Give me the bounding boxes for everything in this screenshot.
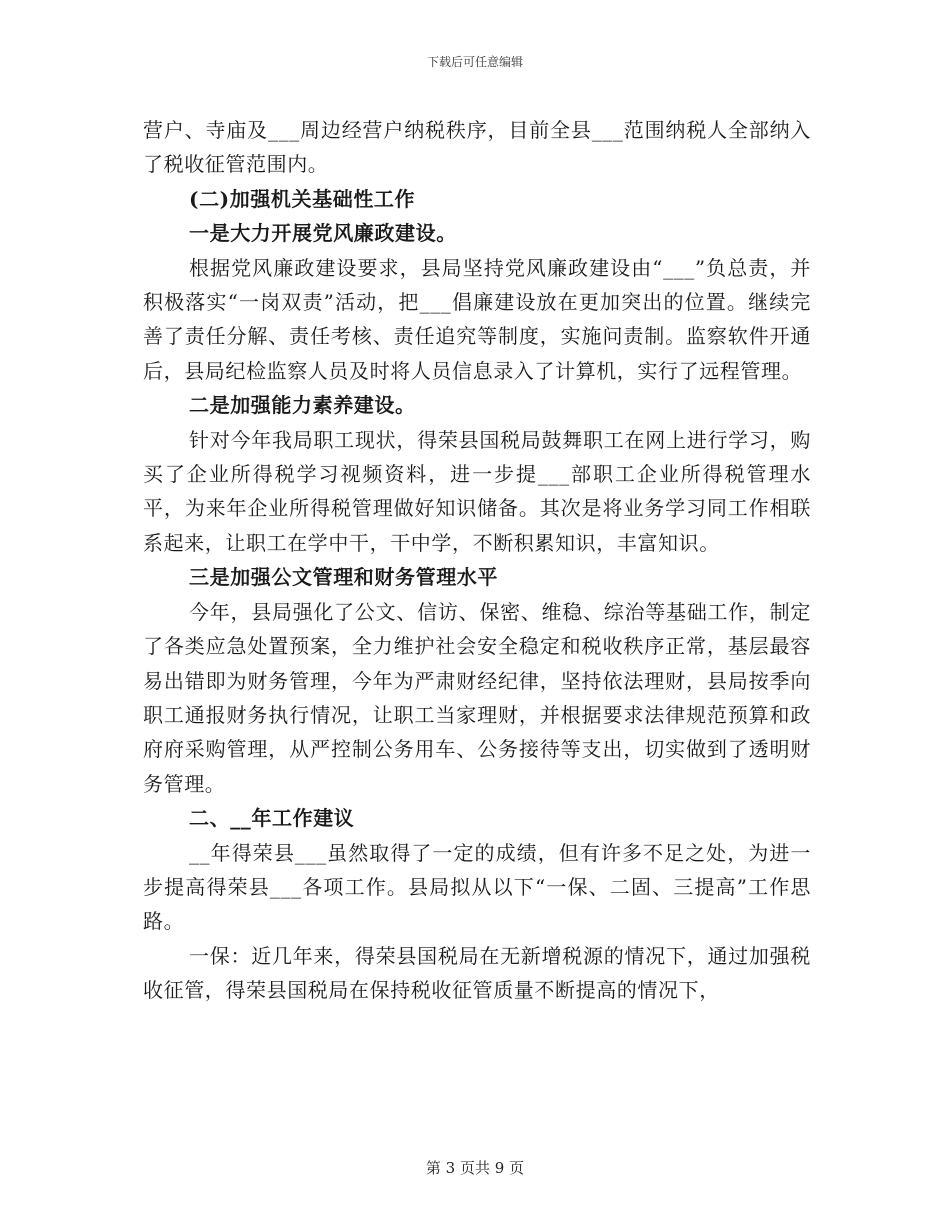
- paragraph: 营户、寺庙及___周边经营户纳税秩序，目前全县___范围纳税人全部纳入了税收征管范围内。: [143, 118, 811, 177]
- paragraph: 针对今年我局职工现状，得荣县国税局鼓舞职工在网上进行学习，购买了企业所得税学习视频资料，进一步提___部职工企业所得税管理水平，为来年企业所得税管理做好知识储备。其次是将业务学习同工作相联系起来，让职工在学中干，干中学，不断积累知识，丰富知识。: [143, 427, 811, 555]
- paragraph: 一保：近几年来，得荣县国税局在无新增税源的情况下，通过加强税收征管，得荣县国税局在保持税收征管质量不断提高的情况下，: [143, 943, 811, 1003]
- header-note: 下载后可任意编辑: [426, 55, 523, 69]
- page-number: 第 3 页共 9 页: [425, 1159, 525, 1177]
- document-body: [143, 113, 811, 1008]
- subsection-heading: 二是加强能力素养建设。: [189, 393, 416, 418]
- paragraph: 今年，县局强化了公文、信访、保密、维稳、综治等基础工作，制定了各类应急处置预案，全力维护社会安全稳定和税收秩序正常，基层最容易出错即为财务管理，今年为严肃财经纪律，坚持依法理财，县局按季向职工通报财务执行情况，让职工当家理财，并根据要求法律规范预算和政府府采购管理，从严控制公务用车、公务接待等支出，切实做到了透明财务管理。: [143, 599, 811, 796]
- subsection-heading: 一是大力开展党风廉政建设。: [189, 221, 457, 246]
- paragraph: __年得荣县___虽然取得了一定的成绩，但有许多不足之处，为进一步提高得荣县___各项工作。县局拟从以下“一保、二固、三提高”工作思路。: [143, 840, 811, 934]
- paragraph: 根据党风廉政建设要求，县局坚持党风廉政建设由“___”负总责，并积极落实“一岗双责”活动，把___倡廉建设放在更加突出的位置。继续完善了责任分解、责任考核、责任追究等制度，实施问责制。监察软件开通后，县局纪检监察人员及时将人员信息录入了计算机，实行了远程管理。: [143, 255, 811, 383]
- subsection-heading: 三是加强公文管理和财务管理水平: [189, 565, 498, 590]
- section-heading: (二)加强机关基础性工作: [189, 186, 416, 211]
- section-heading: 二、__年工作建议: [189, 806, 355, 831]
